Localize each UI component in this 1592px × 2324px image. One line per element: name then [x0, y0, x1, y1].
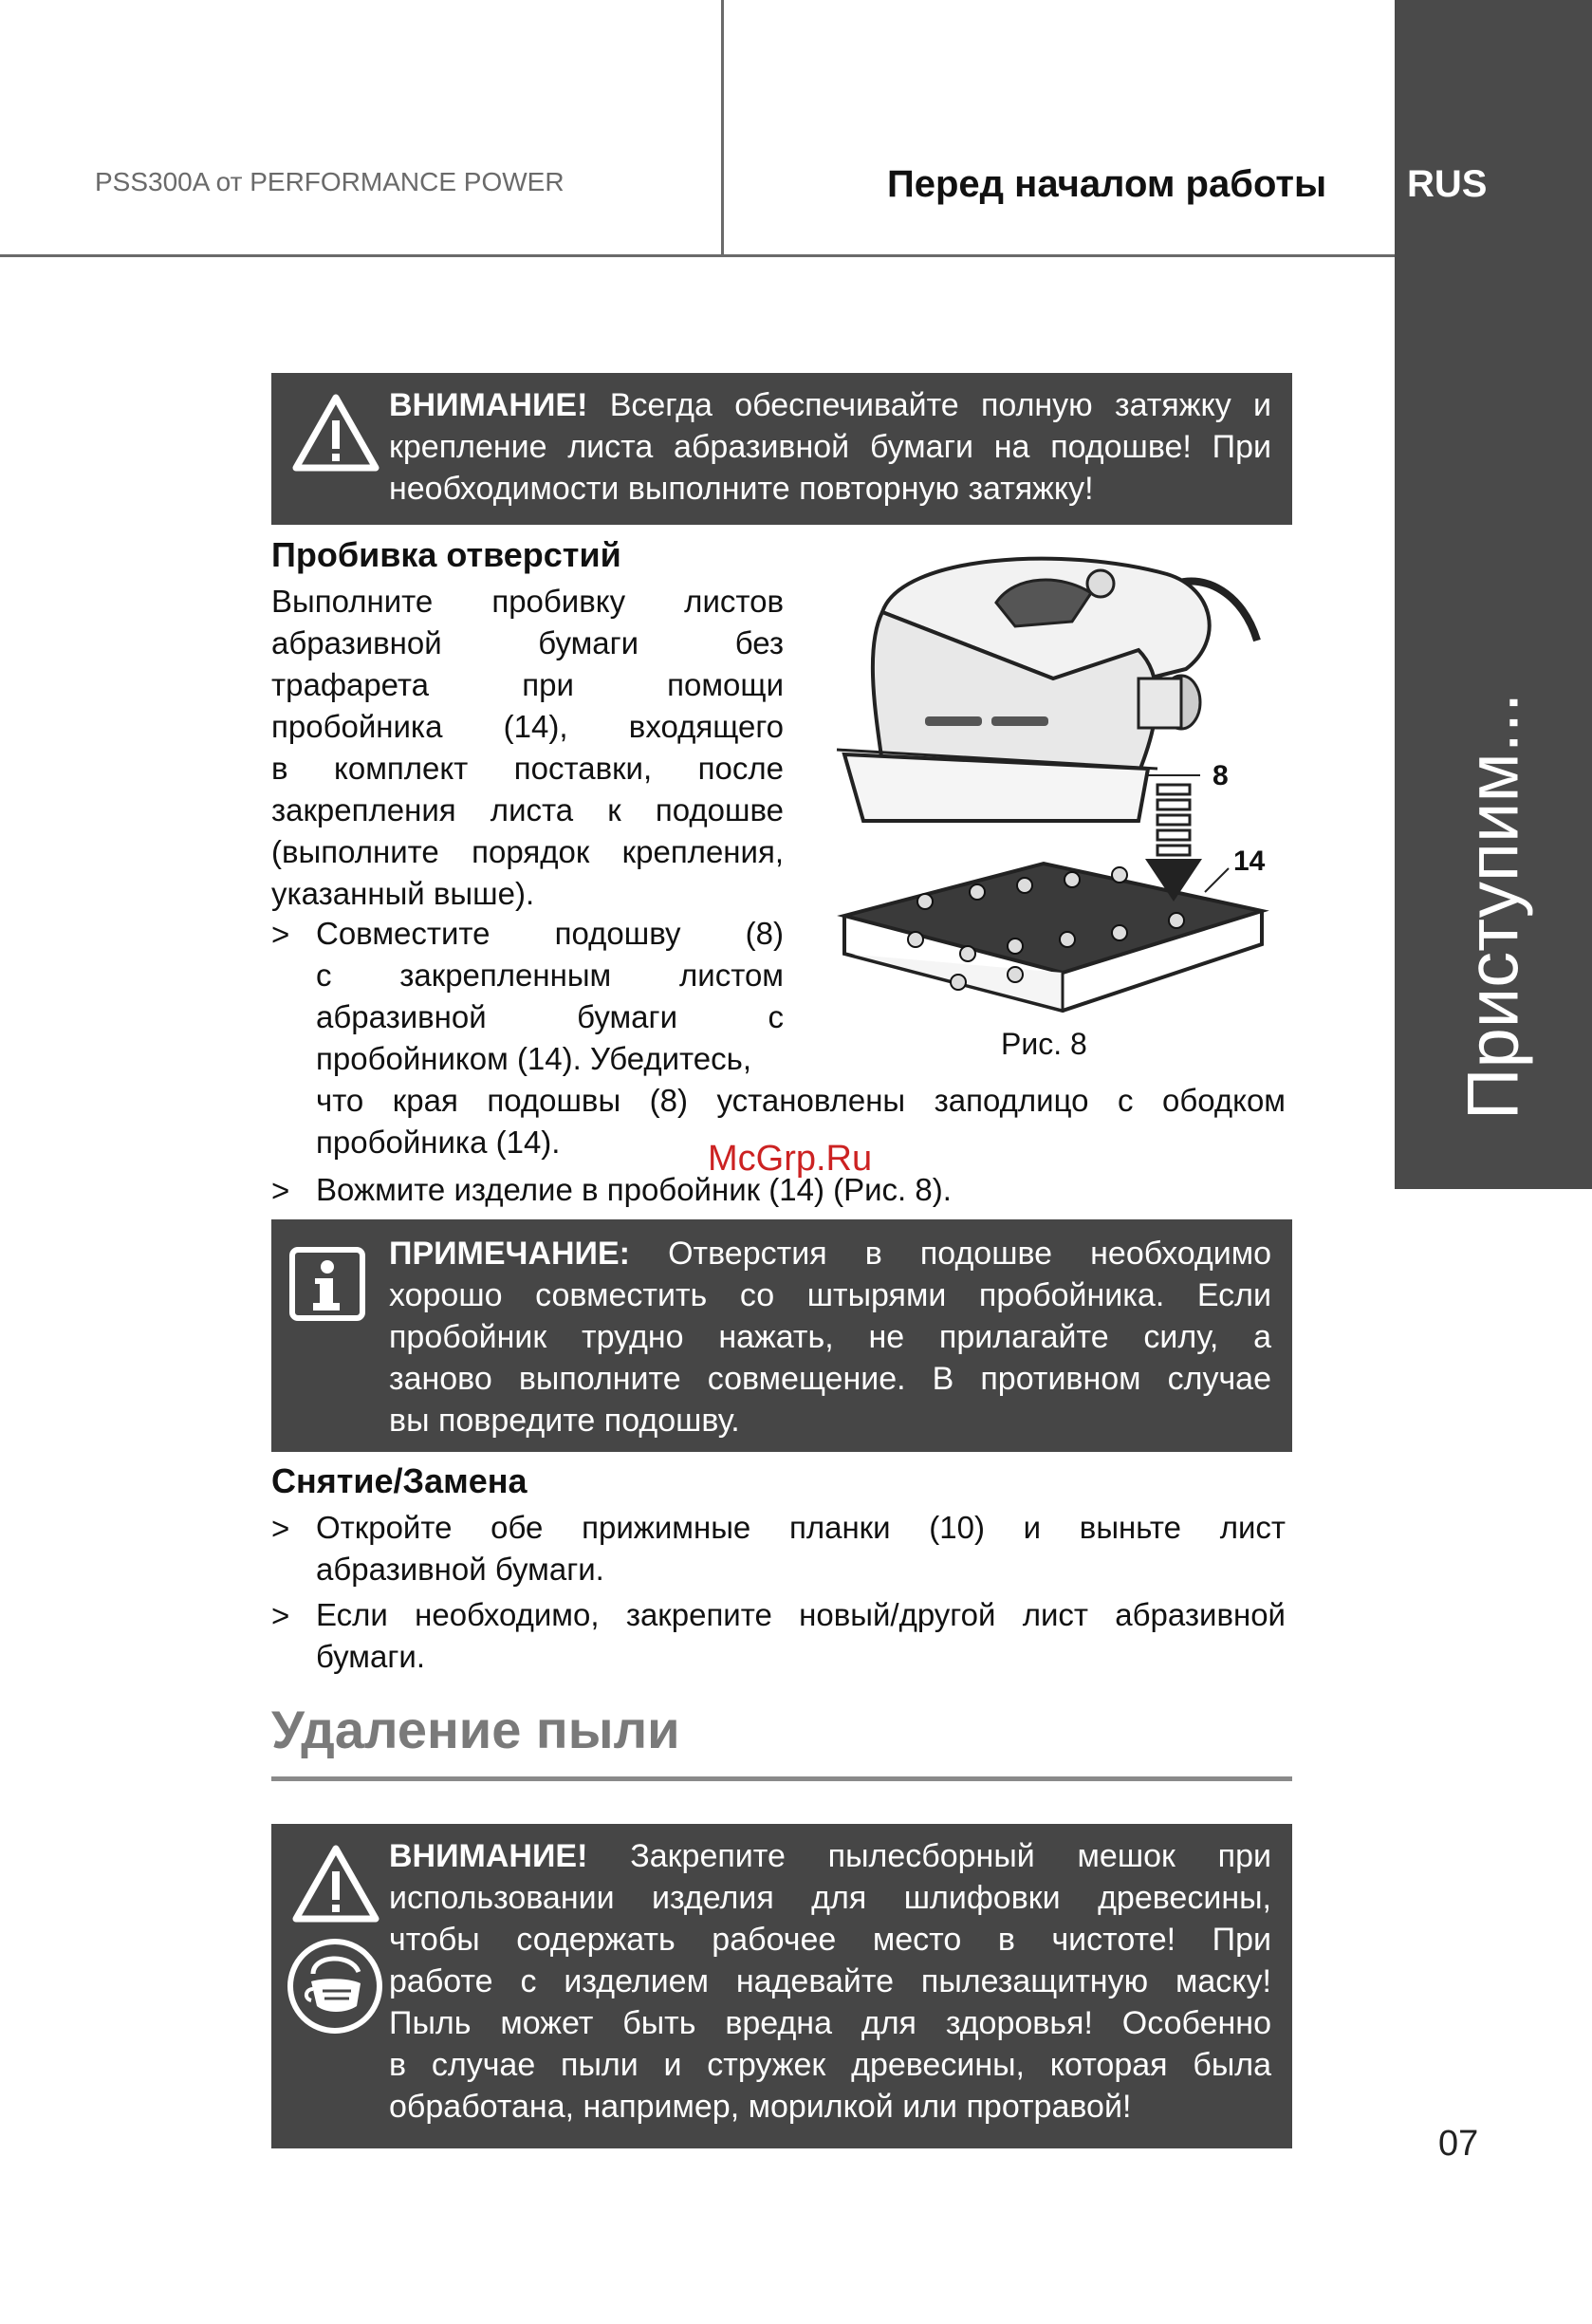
sander-punch-illustration — [825, 536, 1281, 1030]
punch-bullet1-line-4: пробойником (14). Убедитесь, — [316, 1041, 752, 1076]
figure-caption: Рис. 8 — [1001, 1027, 1087, 1061]
warning1-line-1: Всегда обеспечивайте полную затяжку и — [609, 387, 1271, 423]
removal-bullet-2 — [316, 1594, 1286, 1678]
header-divider-vertical — [721, 0, 724, 256]
bullet-marker: > — [271, 1511, 290, 1546]
bullet-marker: > — [271, 917, 290, 952]
punch-line-2: абразивной бумаги без — [271, 625, 784, 660]
removal-bullet1-line-1: Откройте обе прижимные планки (10) и выньте лист — [316, 1510, 1286, 1545]
dust-warning-line-4: работе с изделием надевайте пылезащитную маску! — [389, 1963, 1271, 1999]
punch-bullet-2: Вожмите изделие в пробойник (14) (Рис. 8). — [316, 1172, 952, 1207]
dust-warning-line-3: чтобы содержать рабочее место в чистоте! При — [389, 1922, 1271, 1958]
callout-8: 8 — [1213, 760, 1229, 791]
punch-bullet1-line-1: Совместите подошву (8) — [316, 916, 784, 951]
dust-section-underline — [271, 1776, 1292, 1781]
punch-line-7: (выполните порядок крепления, — [271, 834, 784, 869]
removal-bullet2-line-2: бумаги. — [316, 1639, 425, 1674]
punch-bullet1-line-6: пробойника (14). — [316, 1125, 561, 1160]
punch-bullet1-line-3: абразивной бумаги с — [316, 999, 784, 1034]
punch-bullet1-line-2: с закрепленным листом — [316, 957, 784, 993]
punch-line-6: закрепления листа к подошве — [271, 792, 784, 827]
warning1-label: ВНИМАНИЕ! — [389, 387, 588, 423]
callout-14: 14 — [1233, 846, 1266, 877]
warning1-line-3: необходимости выполните повторную затяжку! — [389, 471, 1094, 507]
watermark: McGrp.Ru — [708, 1139, 873, 1179]
dust-warning-line-7: обработана, например, морилкой или протравой! — [389, 2089, 1132, 2125]
dust-warning-line-5: Пыль может быть вредна для здоровья! Особенно — [389, 2005, 1271, 2041]
warning-triangle-icon — [290, 1843, 381, 1924]
dust-warning-line-1: Закрепите пылесборный мешок при — [630, 1838, 1271, 1874]
dust-mask-icon — [285, 1936, 385, 2036]
note-label: ПРИМЕЧАНИЕ: — [389, 1236, 630, 1272]
warning-box-tightening — [271, 373, 1292, 525]
punch-line-4: пробойника (14), входящего — [271, 709, 784, 744]
header-divider-horizontal — [0, 254, 1395, 257]
note-line-2: хорошо совместить со штырями пробойника. Если — [389, 1277, 1271, 1313]
page-number: 07 — [1438, 2124, 1479, 2164]
punch-bullet-1 — [316, 913, 784, 1080]
bullet-marker: > — [271, 1173, 290, 1208]
side-tab-label: Приступим... — [1453, 692, 1534, 1121]
removal-bullet1-line-2: абразивной бумаги. — [316, 1552, 604, 1587]
header-model: PSS300A от PERFORMANCE POWER — [95, 167, 565, 196]
punch-bullet1-line-5: что края подошвы (8) установлены заподлицо с ободком — [316, 1083, 1286, 1118]
header-section-title: Перед началом работы — [887, 163, 1327, 205]
note-line-5: вы повредите подошву. — [389, 1403, 740, 1439]
punch-paragraph — [271, 581, 784, 915]
dust-section-title: Удаление пыли — [271, 1700, 680, 1759]
removal-bullet-1 — [316, 1507, 1286, 1590]
note-line-4: заново выполните совмещение. В противном случае — [389, 1361, 1271, 1397]
warning-triangle-icon — [290, 392, 381, 474]
dust-warning-line-6: в случае пыли и стружек древесины, которая была — [389, 2047, 1271, 2083]
punch-title: Пробивка отверстий — [271, 535, 621, 574]
dust-warning-line-2: использовании изделия для шлифовки древесины, — [389, 1880, 1271, 1916]
note-line-3: пробойник трудно нажать, не прилагайте силу, а — [389, 1319, 1271, 1355]
note-box — [271, 1219, 1292, 1452]
punch-line-5: в комплект поставки, после — [271, 751, 784, 786]
bullet-marker: > — [271, 1598, 290, 1633]
punch-line-1: Выполните пробивку листов — [271, 584, 784, 619]
warning-box-dust — [271, 1824, 1292, 2148]
language-label: RUS — [1407, 163, 1488, 205]
warning1-line-2: крепление листа абразивной бумаги на подошве! При — [389, 429, 1271, 465]
info-icon — [288, 1246, 366, 1322]
removal-title: Снятие/Замена — [271, 1461, 528, 1500]
punch-line-3: трафарета при помощи — [271, 667, 784, 702]
punch-line-8: указанный выше). — [271, 876, 535, 911]
dust-warning-label: ВНИМАНИЕ! — [389, 1838, 588, 1874]
removal-bullet2-line-1: Если необходимо, закрепите новый/другой лист абразивной — [316, 1597, 1286, 1632]
note-line-1: Отверстия в подошве необходимо — [668, 1236, 1271, 1272]
